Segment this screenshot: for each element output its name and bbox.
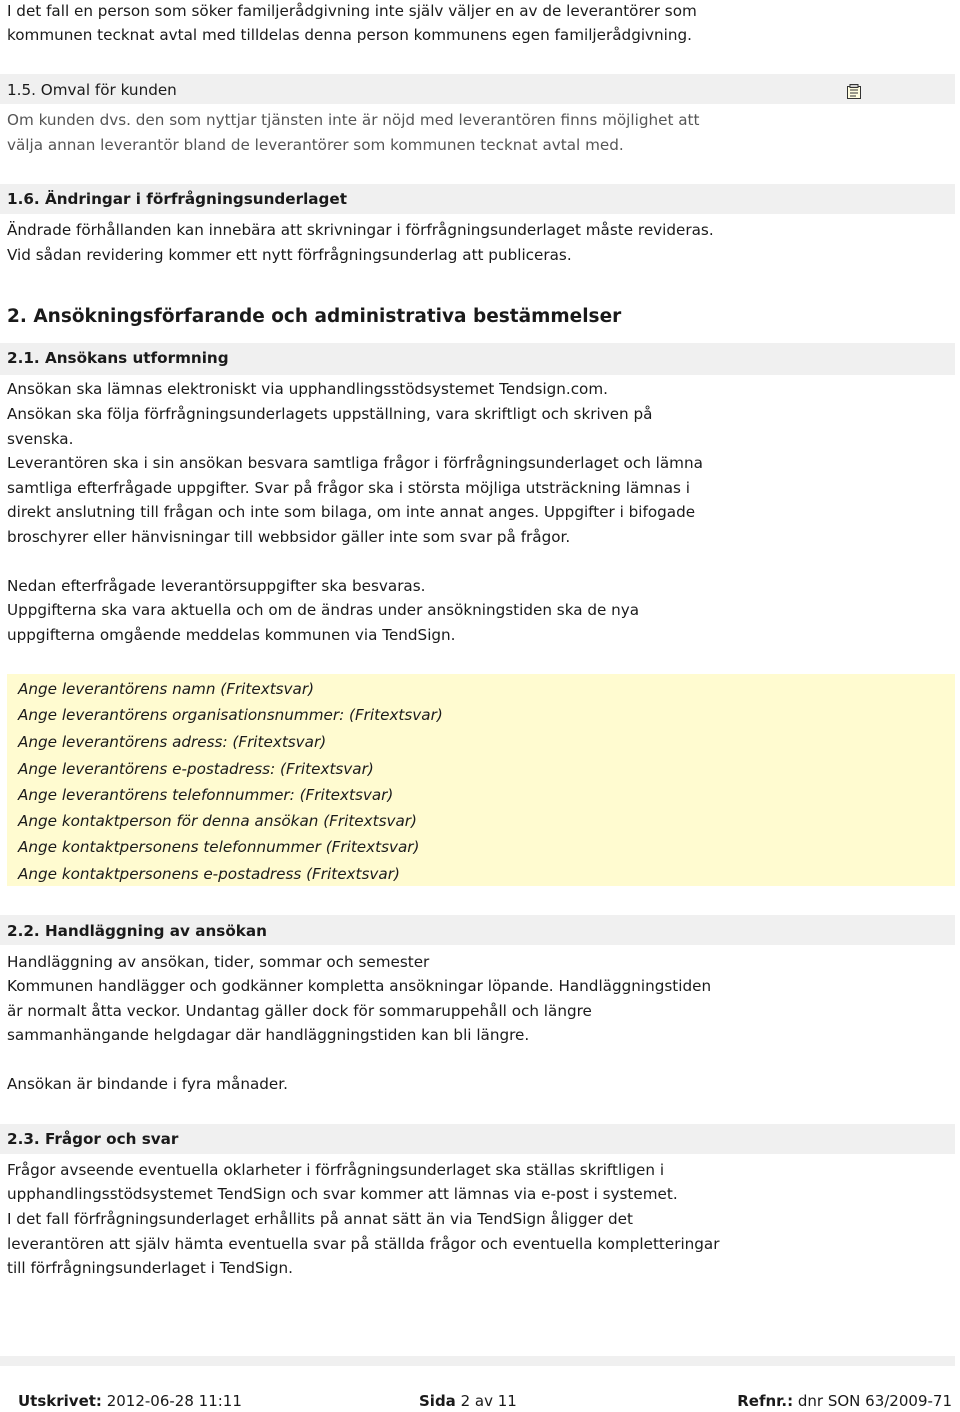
question-item: Ange leverantörens organisationsnummer: (Fritextsvar) [18, 706, 443, 724]
paragraph-line: Handläggning av ansökan, tider, sommar och semester [7, 953, 430, 971]
section-heading-2-1: 2.1. Ansökans utformning [7, 349, 229, 367]
footer-ref-value: dnr SON 63/2009-71 [797, 1392, 952, 1410]
question-item: Ange kontaktpersonens e-postadress (Fritextsvar) [18, 865, 400, 883]
intro-line: kommunen tecknat avtal med tilldelas denna person kommunens egen familjerådgivning. [7, 26, 692, 44]
question-item: Ange leverantörens adress: (Fritextsvar) [18, 733, 327, 751]
paragraph-line: leverantören att själv hämta eventuella svar på ställda frågor och eventuella kompletteringar [7, 1235, 720, 1253]
section-heading-2-3: 2.3. Frågor och svar [7, 1130, 179, 1148]
footer-ref-label: Refnr.: [737, 1392, 794, 1410]
paragraph-line: broschyrer eller hänvisningar till webbsidor gäller inte som svar på frågor. [7, 528, 571, 546]
section-heading-2: 2. Ansökningsförfarande och administrativa bestämmelser [7, 306, 622, 327]
question-item: Ange leverantörens namn (Fritextsvar) [18, 680, 315, 698]
paragraph-line: till förfrågningsunderlaget i TendSign. [7, 1259, 293, 1277]
paragraph-line: Vid sådan revidering kommer ett nytt förfrågningsunderlag att publiceras. [7, 246, 572, 264]
question-item: Ange kontaktpersonens telefonnummer (Fritextsvar) [18, 838, 420, 856]
footer-page-label: Sida [419, 1392, 456, 1410]
intro-line: I det fall en person som söker familjerådgivning inte själv väljer en av de leverantörer som [7, 2, 697, 20]
footer-printed-label: Utskrivet: [18, 1392, 102, 1410]
note-icon[interactable] [846, 84, 862, 100]
paragraph-line: samtliga efterfrågade uppgifter. Svar på frågor ska i största möjliga utsträckning lämnas i [7, 479, 690, 497]
paragraph-line: direkt anslutning till frågan och inte som bilaga, om inte annat anges. Uppgifter i bifogade [7, 503, 696, 521]
paragraph-line: är normalt åtta veckor. Undantag gäller dock för sommaruppehåll och längre [7, 1002, 592, 1020]
section-heading-1-6: 1.6. Ändringar i förfrågningsunderlaget [7, 190, 347, 208]
paragraph-line: upphandlingsstödsystemet TendSign och svar kommer att lämnas via e-post i systemet. [7, 1185, 678, 1203]
paragraph-line: svenska. [7, 430, 74, 448]
footer-ref [737, 1390, 952, 1412]
question-item: Ange kontaktperson för denna ansökan (Fritextsvar) [18, 812, 417, 830]
footer-page [419, 1390, 517, 1412]
footer-printed [18, 1390, 242, 1412]
paragraph-line: Leverantören ska i sin ansökan besvara samtliga frågor i förfrågningsunderlaget och lämna [7, 454, 703, 472]
footer-band [0, 1356, 955, 1366]
paragraph-line: Uppgifterna ska vara aktuella och om de ändras under ansökningstiden ska de nya [7, 601, 640, 619]
paragraph-line: Ansökan ska följa förfrågningsunderlagets uppställning, vara skriftligt och skriven på [7, 405, 653, 423]
paragraph-line: Kommunen handlägger och godkänner kompletta ansökningar löpande. Handläggningstiden [7, 977, 712, 995]
paragraph-line: uppgifterna omgående meddelas kommunen via TendSign. [7, 626, 456, 644]
section-heading-2-2: 2.2. Handläggning av ansökan [7, 922, 267, 940]
section-heading-1-5: 1.5. Omval för kunden [7, 81, 177, 99]
paragraph-line: I det fall förfrågningsunderlaget erhållits på annat sätt än via TendSign åligger det [7, 1210, 633, 1228]
paragraph-line: Ansökan ska lämnas elektroniskt via upphandlingsstödsystemet Tendsign.com. [7, 380, 608, 398]
paragraph-line: Om kunden dvs. den som nyttjar tjänsten inte är nöjd med leverantören finns möjlighet att [7, 111, 700, 129]
paragraph-line: Frågor avseende eventuella oklarheter i förfrågningsunderlaget ska ställas skriftligen i [7, 1161, 665, 1179]
paragraph-line: Nedan efterfrågade leverantörsuppgifter ska besvaras. [7, 577, 426, 595]
paragraph-line: välja annan leverantör bland de leverantörer som kommunen tecknat avtal med. [7, 136, 624, 154]
paragraph-line: Ändrade förhållanden kan innebära att skrivningar i förfrågningsunderlaget måste revideras. [7, 221, 714, 239]
question-item: Ange leverantörens e-postadress: (Fritextsvar) [18, 760, 374, 778]
footer-page-value: 2 av 11 [460, 1392, 517, 1410]
paragraph-line: sammanhängande helgdagar där handläggningstiden kan bli längre. [7, 1026, 530, 1044]
paragraph-line: Ansökan är bindande i fyra månader. [7, 1075, 288, 1093]
footer-printed-value: 2012-06-28 11:11 [106, 1392, 242, 1410]
question-item: Ange leverantörens telefonnummer: (Fritextsvar) [18, 786, 394, 804]
